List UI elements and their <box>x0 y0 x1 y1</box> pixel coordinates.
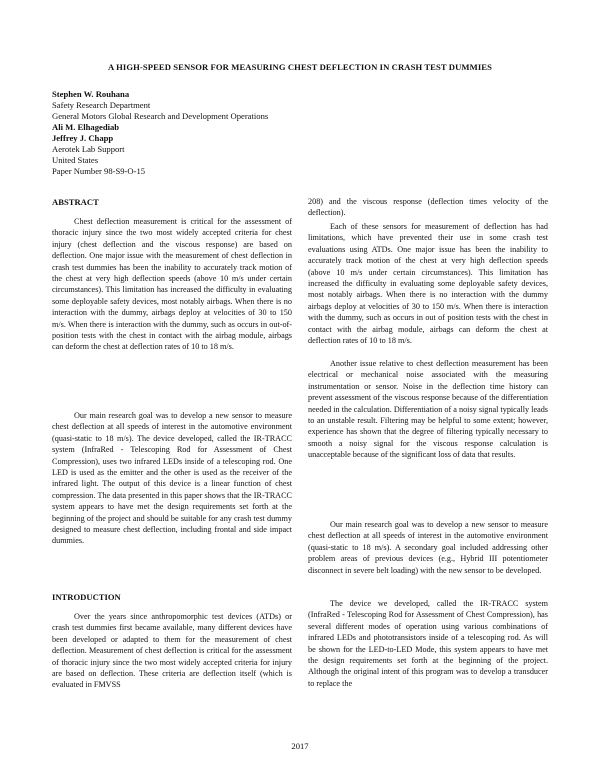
abstract-heading: ABSTRACT <box>52 197 99 207</box>
paper-number: Paper Number 98-S9-O-15 <box>52 166 146 176</box>
right-paragraph-4: The device we developed, called the IR-TRACC system (InfraRed - Telescoping Rod for Assessment of Chest Compression), has several different modes of operation using various combinations of infrared LEDs and phototransistors inside of a telescoping rod. As will be shown for the LED-to-LED Mode, this system appears to have met the design requirements set forth at the beginning of the project. Although the original intent of this program was to develop a transducer to replace the <box>308 599 548 688</box>
author-country: United States <box>52 155 99 165</box>
introduction-heading: INTRODUCTION <box>52 592 121 602</box>
author-name: Stephen W. Rouhana <box>52 89 130 99</box>
author-affiliation: General Motors Global Research and Development Operations <box>52 111 269 121</box>
author-block <box>52 89 268 177</box>
right-paragraph-3: Our main research goal was to develop a new sensor to measure chest deflection at all speeds of interest in the automotive environment (quasi-static to 18 m/s). A secondary goal included addressing other problem areas of previous devices (e.g., Hybrid III potentiometer disconnect in severe belt loading) with the new sensor to be developed. <box>308 520 548 575</box>
page-number: 2017 <box>291 741 309 751</box>
paper-title: A HIGH-SPEED SENSOR FOR MEASURING CHEST DEFLECTION IN CRASH TEST DUMMIES <box>108 62 492 72</box>
right-paragraph-continued: 208) and the viscous response (deflection times velocity of the deflection). <box>308 197 548 218</box>
abstract-paragraph-2: Our main research goal was to develop a new sensor to measure chest deflection at all speeds of interest in the automotive environment (quasi-static to 18 m/s). The device developed, called the IR-TRACC system (InfraRed - Telescoping Rod for Assessment of Chest Compression), uses two infrared LEDs inside of a telescoping rod. One LED is used as the emitter and the other is used as the receiver of the infrared light. The output of this device is a linear function of chest compression. The data presented in this paper shows that the IR-TRACC system appears to have met the design requirements set forth at the beginning of the project and should be suitable for any crash test dummy designed to measure chest deflection, including frontal and side impact dummies. <box>52 411 292 546</box>
author-affiliation: Aerotek Lab Support <box>52 144 125 154</box>
author-name: Ali M. Elhagediab <box>52 122 120 132</box>
right-paragraph-1: Each of these sensors for measurement of deflection has had limitations, which have prevented their use in some crash test evaluations using ATDs. One major issue has been the inability to accurately track motion of the chest at very high deflection speeds (above 10 m/s under certain circumstances). This limitation has increased the difficulty in evaluating some deployable safety devices, most notably airbags. When there is no interaction with the dummy airbags deploy at velocities of 30 to 150 m/s. When there is interaction with the dummy, such as occurs in out of position tests with the chest in contact with the airbag module, airbags can deform the chest at deflection rates of 10 to 18 m/s. <box>308 222 548 346</box>
abstract-paragraph-1: Chest deflection measurement is critical for the assessment of thoracic injury since the two most widely accepted criteria for chest injury (chest deflection and the viscous response) are based on deflection. One major issue with the measurement of chest deflection in crash test dummies has been the inability to accurately track motion of the chest at very high deflection speeds (above 10 m/s under certain circumstances). This limitation has increased the difficulty in evaluating some deployable safety devices, most notably airbags. When there is no interaction with the dummy, airbags deploy at velocities of 30 to 150 m/s. When there is interaction with the dummy, such as occurs in out-of-position tests with the chest in contact with the airbag module, airbags can deform the chest at deflection rates of 10 to 18 m/s. <box>52 217 292 352</box>
introduction-paragraph-1: Over the years since anthropomorphic test devices (ATDs) or crash test dummies first became available, many different devices have been developed or adapted to them for the measurement of chest deflection. Measurement of chest deflection is critical for the assessment of thoracic injury since the two most widely accepted criteria for injury are based on deflection. These criteria are deflection itself (which is evaluated in FMVSS <box>52 612 292 690</box>
right-paragraph-2: Another issue relative to chest deflection measurement has been electrical or mechanical noise associated with the measuring instrumentation or sensor. Noise in the deflection time history can prevent assessment of the viscous response because of the differentiation needed in the calculation. Differentiation of a noisy signal typically leads to an unstable result. Filtering may be helpful to some extent; however, experience has shown that the degree of filtering typically necessary to smooth a noisy signal for the viscous response calculation is unacceptable because of the significant loss of data that results. <box>308 359 548 460</box>
author-name: Jeffrey J. Chapp <box>52 133 114 143</box>
author-affiliation: Safety Research Department <box>52 100 151 110</box>
